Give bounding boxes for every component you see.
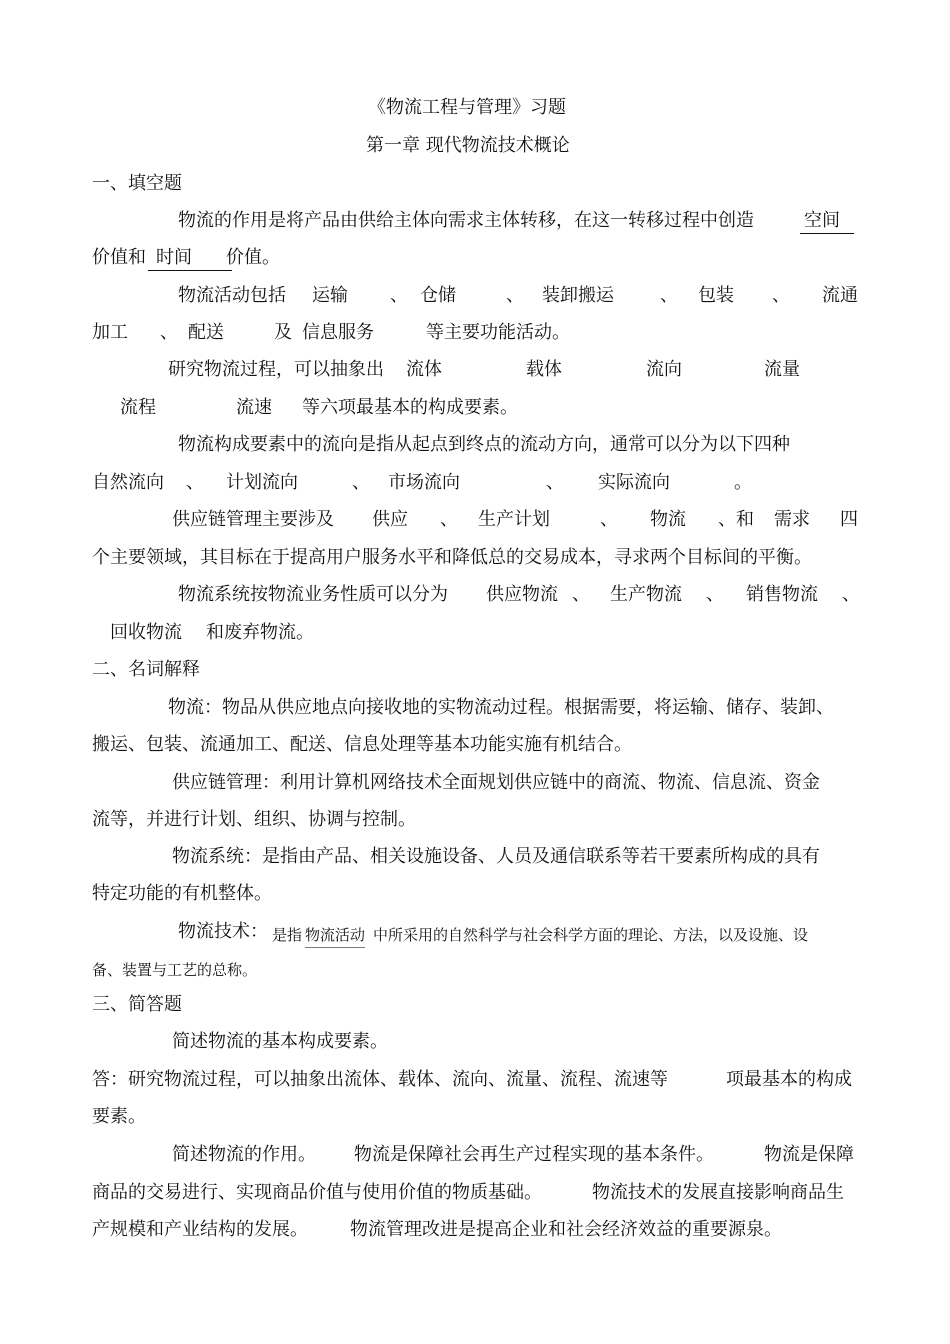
q5-sep-3: 、和 (718, 509, 754, 530)
q2-answer-5b: 加工 (92, 322, 128, 343)
q2-answer-6: 配送 (188, 322, 224, 343)
q5-answer-4: 需求 (774, 509, 810, 530)
answer-2-point-3a: 物流技术的发展直接影响商品生 (592, 1182, 844, 1203)
q4-answer-1: 自然流向 (92, 472, 164, 493)
q6-answer-1: 供应物流 (486, 584, 558, 605)
q6-sep-3: 、 (842, 584, 860, 605)
term-2-text-2: 流等，并进行计划、组织、协调与控制。 (92, 809, 416, 830)
q4-text: 物流构成要素中的流向是指从起点到终点的流动方向，通常可以分为以下四种 (178, 434, 790, 455)
term-3-text: 物流系统：是指由产品、相关设施设备、人员及通信联系等若干要素所构成的具有 (172, 846, 820, 867)
q5-text: 供应链管理主要涉及 (172, 509, 334, 530)
q2-and: 及 (274, 322, 292, 343)
q4-end: 。 (734, 472, 752, 493)
answer-2-question-text: 简述物流的作用。 (172, 1144, 316, 1165)
q3-answer-6: 流速 (236, 397, 272, 418)
term-4-text-b: 中所采用的自然科学与社会科学方面的理论、方法，以及设施、设 (373, 926, 809, 944)
q3-answer-3: 流向 (646, 359, 682, 380)
q2-sep-3: 、 (660, 285, 678, 306)
q4-sep-1: 、 (186, 472, 204, 493)
q1-blank-1: 空间 (800, 209, 854, 234)
q5-sep-1: 、 (440, 509, 458, 530)
chapter-title: 第一章 现代物流技术概论 (366, 135, 570, 156)
q6-end: 和废弃物流。 (206, 622, 314, 643)
term-1-text: 物流：物品从供应地点向接收地的实物流动过程。根据需要，将运输、储存、装卸、 (168, 697, 834, 718)
q2-answer-5a: 流通 (822, 285, 858, 306)
q6-answer-3: 销售物流 (746, 584, 818, 605)
term-3-text-2: 特定功能的有机整体。 (92, 883, 272, 904)
q4-answer-2: 计划流向 (226, 472, 298, 493)
answer-2-point-2b: 商品的交易进行、实现商品价值与使用价值的物质基础。 (92, 1182, 542, 1203)
q5-answer-2: 生产计划 (478, 509, 550, 530)
answer-1-text-a: 答：研究物流过程，可以抽象出流体、载体、流向、流量、流程、流速等 (92, 1069, 668, 1090)
q1-blank-2: 时间 (148, 246, 232, 271)
q2-end: 等主要功能活动。 (426, 322, 570, 343)
answer-1-question-text: 简述物流的基本构成要素。 (172, 1031, 388, 1052)
q3-answer-5: 流程 (120, 397, 156, 418)
q6-text: 物流系统按物流业务性质可以分为 (178, 584, 448, 605)
section-2-heading-text: 二、名词解释 (92, 659, 200, 680)
q5-answer-3: 物流 (650, 509, 686, 530)
section-1-heading-text: 一、填空题 (92, 173, 182, 194)
q2-answer-2: 仓储 (420, 285, 456, 306)
answer-2-point-3b: 产规模和产业结构的发展。 (92, 1219, 308, 1240)
term-2-text: 供应链管理：利用计算机网络技术全面规划供应链中的商流、物流、信息流、资金 (172, 772, 820, 793)
q3-answer-4: 流量 (764, 359, 800, 380)
q2-text: 物流活动包括 (178, 285, 286, 306)
q5-text-2: 个主要领域，其目标在于提高用户服务水平和降低总的交易成本，寻求两个目标间的平衡。 (92, 547, 812, 568)
term-4-link[interactable]: 物流活动 (305, 923, 365, 948)
q3-text: 研究物流过程，可以抽象出 (168, 359, 384, 380)
q6-sep-1: 、 (572, 584, 590, 605)
q2-answer-3: 装卸搬运 (542, 285, 614, 306)
term-4-label: 物流技术： (178, 921, 268, 942)
q6-sep-2: 、 (706, 584, 724, 605)
term-1-text-2: 搬运、包装、流通加工、配送、信息处理等基本功能实施有机结合。 (92, 734, 632, 755)
q5-end: 四 (840, 509, 858, 530)
q3-answer-1: 流体 (406, 359, 442, 380)
q6-answer-2: 生产物流 (610, 584, 682, 605)
q1-text-3: 价值。 (226, 247, 280, 268)
document-title: 《物流工程与管理》习题 (368, 97, 566, 118)
q4-sep-3: 、 (546, 472, 564, 493)
q2-answer-4: 包装 (698, 285, 734, 306)
q2-answer-1: 运输 (312, 285, 348, 306)
section-3-heading-text: 三、简答题 (92, 994, 182, 1015)
q1-text-2: 价值和 (92, 247, 146, 268)
q5-answer-1: 供应 (372, 509, 408, 530)
term-4-text-2: 备、装置与工艺的总称。 (92, 961, 258, 979)
q5-sep-2: 、 (600, 509, 618, 530)
answer-2-point-1: 物流是保障社会再生产过程实现的基本条件。 (354, 1144, 714, 1165)
q2-sep-5: 、 (160, 322, 178, 343)
q3-end: 等六项最基本的构成要素。 (302, 397, 518, 418)
q2-answer-7: 信息服务 (302, 322, 374, 343)
q2-sep-2: 、 (506, 285, 524, 306)
q4-answer-4: 实际流向 (598, 472, 670, 493)
q6-answer-4: 回收物流 (110, 622, 182, 643)
answer-2-point-2a: 物流是保障 (764, 1144, 854, 1165)
q1-text: 物流的作用是将产品由供给主体向需求主体转移，在这一转移过程中创造 (178, 210, 754, 231)
term-4-text-a: 是指 (272, 926, 303, 944)
q2-sep-1: 、 (390, 285, 408, 306)
q3-answer-2: 载体 (526, 359, 562, 380)
answer-1-text-2: 要素。 (92, 1106, 146, 1127)
q4-sep-2: 、 (352, 472, 370, 493)
q2-sep-4: 、 (772, 285, 790, 306)
answer-2-point-4: 物流管理改进是提高企业和社会经济效益的重要源泉。 (350, 1219, 782, 1240)
answer-1-text-b: 项最基本的构成 (726, 1069, 852, 1090)
q4-answer-3: 市场流向 (388, 472, 460, 493)
